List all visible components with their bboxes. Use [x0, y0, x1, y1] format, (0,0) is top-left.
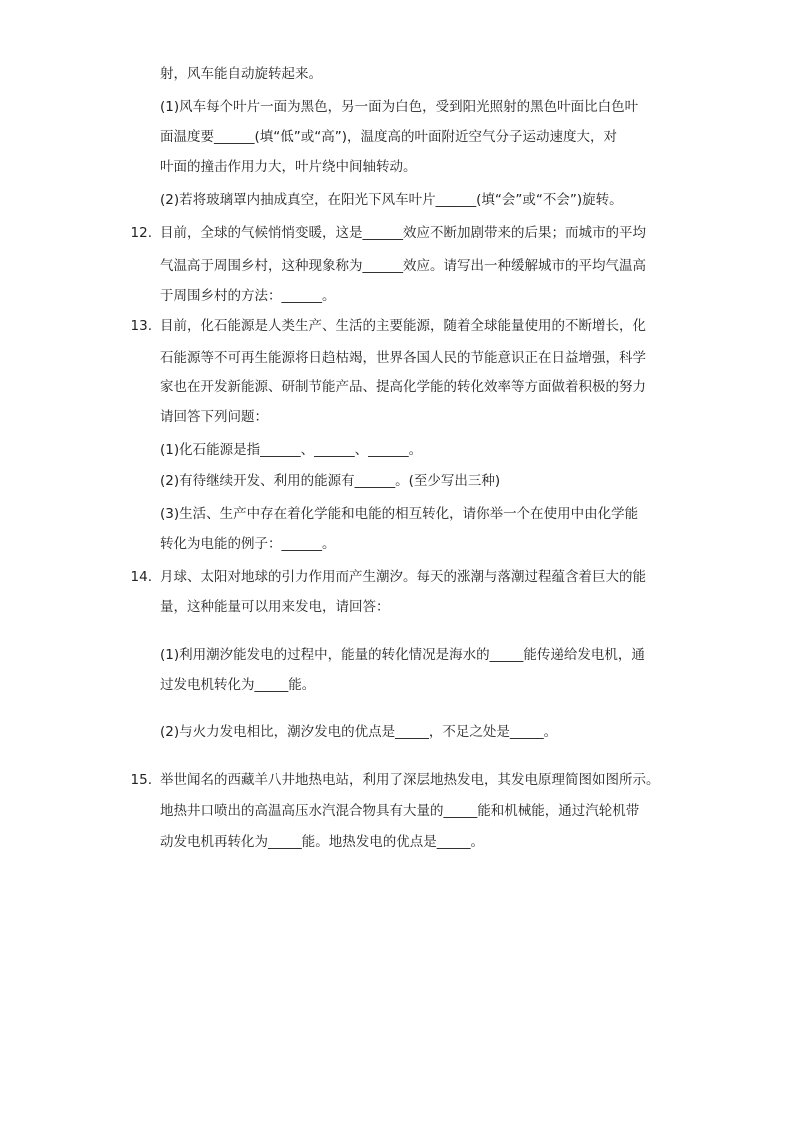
- q13-text-line: 请回答下列问题：: [160, 409, 268, 425]
- q14-text-line: 月球、太阳对地球的引力作用而产生潮汐。每天的涨潮与落潮过程蕴含着巨大的能: [160, 569, 646, 585]
- q15-text-line: 地热井口喷出的高温高压水汽混合物具有大量的_____能和机械能，通过汽轮机带: [160, 803, 640, 819]
- q13-part1-line: (1)化石能源是指______、______、______。: [160, 442, 423, 458]
- question-number: 15.: [130, 772, 152, 788]
- q11-part1-line: 面温度要______(填“低”或“高”)，温度高的叶面附近空气分子运动速度大，对: [160, 129, 618, 145]
- q13-text-line: 家也在开发新能源、研制节能产品、提高化学能的转化效率等方面做着积极的努力: [160, 379, 646, 395]
- q15-text-line: 举世闻名的西藏羊八井地热电站，利用了深层地热发电，其发电原理简图如图所示。: [160, 772, 660, 788]
- q15-text-line: 动发电机再转化为_____能。地热发电的优点是_____。: [160, 834, 484, 850]
- q13-part3-line: 转化为电能的例子：______。: [160, 536, 336, 552]
- q11-part1-line: 叶面的撞击作用力大，叶片绕中间轴转动。: [160, 159, 417, 175]
- q11-part2-line: (2)若将玻璃罩内抽成真空，在阳光下风车叶片______(填“会”或“不会”)旋转。: [160, 192, 623, 208]
- question-number: 14.: [130, 569, 152, 585]
- q12-text-line: 目前，全球的气候悄悄变暖，这是______效应不断加剧带来的后果；而城市的平均: [160, 225, 646, 241]
- q11-part1-line: (1)风车每个叶片一面为黑色，另一面为白色，受到阳光照射的黑色叶面比白色叶: [160, 99, 639, 115]
- q14-part1-line: 过发电机转化为_____能。: [160, 677, 316, 693]
- q13-part2-line: (2)有待继续开发、利用的能源有______。(至少写出三种): [160, 473, 501, 489]
- question-number: 13.: [130, 318, 152, 334]
- q13-part3-line: (3)生活、生产中存在着化学能和电能的相互转化，请你举一个在使用中由化学能: [160, 506, 639, 522]
- q14-part2-line: (2)与火力发电相比，潮汐发电的优点是_____，不足之处是_____。: [160, 724, 558, 740]
- q11-continuation-line: 射，风车能自动旋转起来。: [160, 66, 322, 82]
- q12-text-line: 于周围乡村的方法：______。: [160, 288, 336, 304]
- q14-part1-line: (1)利用潮汐能发电的过程中，能量的转化情况是海水的_____能传递给发电机，通: [160, 647, 645, 663]
- q13-text-line: 石能源等不可再生能源将日趋枯竭，世界各国人民的节能意识正在日益增强，科学: [160, 350, 646, 366]
- q14-text-line: 量，这种能量可以用来发电，请回答：: [160, 599, 390, 615]
- q13-text-line: 目前，化石能源是人类生产、生活的主要能源，随着全球能量使用的不断增长，化: [160, 318, 646, 334]
- question-number: 12.: [130, 225, 152, 241]
- q12-text-line: 气温高于周围乡村，这种现象称为______效应。请写出一种缓解城市的平均气温高: [160, 258, 646, 274]
